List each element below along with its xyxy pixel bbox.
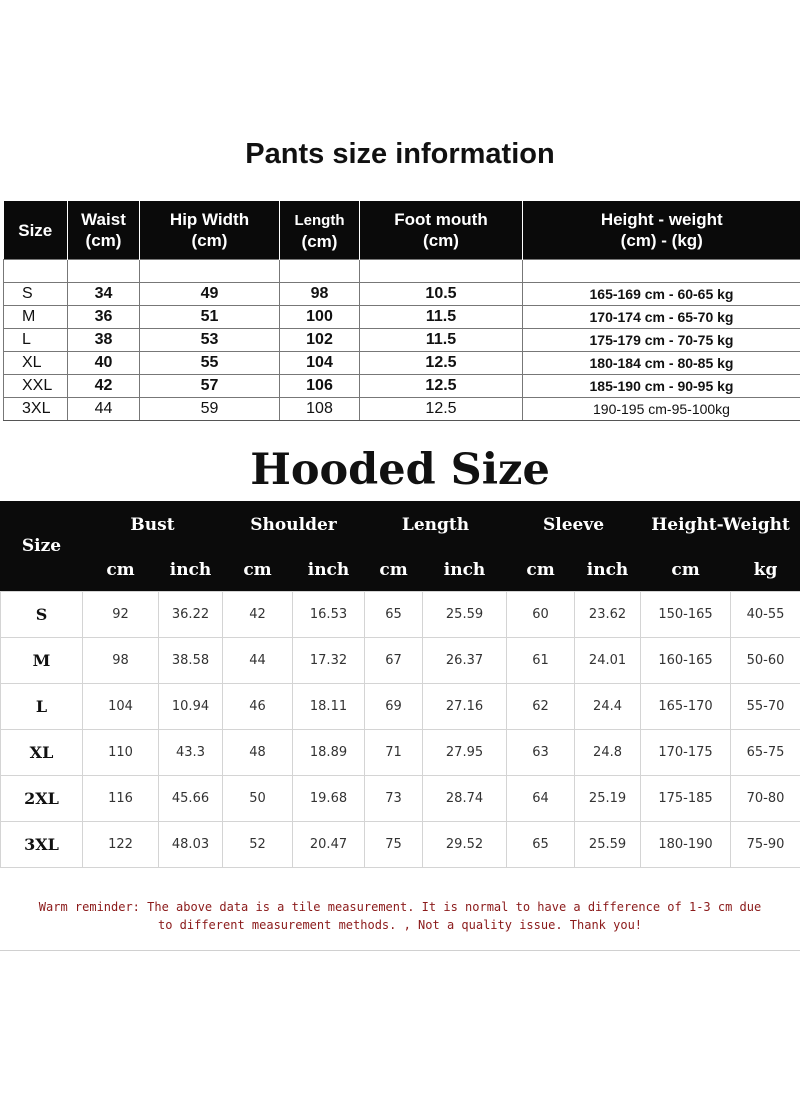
warm-reminder-line-2: to different measurement methods. , Not a quality issue. Thank you! xyxy=(157,918,643,932)
pants-header-size: Size xyxy=(4,201,68,260)
warm-reminder xyxy=(0,898,800,934)
pants-header-hip: Hip Width (cm) xyxy=(140,201,280,260)
table-row: XXL 42 57 106 12.5 185-190 cm - 90-95 kg xyxy=(4,375,800,398)
unit-cm: cm xyxy=(671,560,700,580)
table-row: 3XL 44 59 108 12.5 190-195 cm-95-100kg xyxy=(4,398,800,421)
table-row: XL 110 43.3 48 18.89 71 27.95 63 24.8 170-175 65-75 xyxy=(1,730,800,776)
unit-inch: inch xyxy=(307,560,350,580)
hooded-header-length: Length xyxy=(401,515,470,535)
table-row: L 104 10.94 46 18.11 69 27.16 62 24.4 165-170 55-70 xyxy=(1,684,800,730)
divider xyxy=(0,950,800,951)
table-row: XL 40 55 104 12.5 180-184 cm - 80-85 kg xyxy=(4,352,800,375)
unit-cm: cm xyxy=(379,560,408,580)
table-row: 2XL 116 45.66 50 19.68 73 28.74 64 25.19 175-185 70-80 xyxy=(1,776,800,822)
hooded-header-shoulder: Shoulder xyxy=(250,515,337,535)
table-row: 3XL 122 48.03 52 20.47 75 29.52 65 25.59 180-190 75-90 xyxy=(1,822,800,868)
table-row: L 38 53 102 11.5 175-179 cm - 70-75 kg xyxy=(4,329,800,352)
table-row: M 36 51 100 11.5 170-174 cm - 65-70 kg xyxy=(4,306,800,329)
pants-header-row xyxy=(4,201,800,260)
hooded-header-row-2 xyxy=(1,549,800,592)
hooded-header-bust: Bust xyxy=(130,515,175,535)
unit-inch: inch xyxy=(586,560,629,580)
unit-kg: kg xyxy=(753,560,778,580)
unit-inch: inch xyxy=(169,560,212,580)
pants-size-table xyxy=(3,201,800,421)
pants-empty-row xyxy=(4,260,800,283)
unit-cm: cm xyxy=(106,560,135,580)
unit-inch: inch xyxy=(443,560,486,580)
hooded-header-size: Size xyxy=(21,536,62,556)
pants-header-length: Length (cm) xyxy=(280,201,360,260)
table-row: M 98 38.58 44 17.32 67 26.37 61 24.01 160-165 50-60 xyxy=(1,638,800,684)
hooded-header-sleeve: Sleeve xyxy=(543,515,605,535)
hooded-size-table xyxy=(0,501,800,868)
hooded-title: Hooded Size xyxy=(250,445,550,495)
pants-header-foot: Foot mouth (cm) xyxy=(360,201,523,260)
pants-title: Pants size information xyxy=(245,138,555,170)
table-row: S 34 49 98 10.5 165-169 cm - 60-65 kg xyxy=(4,283,800,306)
pants-header-waist: Waist (cm) xyxy=(68,201,140,260)
unit-cm: cm xyxy=(243,560,272,580)
pants-header-height-weight: Height - weight (cm) - (kg) xyxy=(523,201,800,260)
warm-reminder-line-1: Warm reminder: The above data is a tile measurement. It is normal to have a difference of 1-3 cm due xyxy=(38,900,762,914)
hooded-header-row-1 xyxy=(1,501,800,549)
unit-cm: cm xyxy=(526,560,555,580)
hooded-header-height-weight: Height-Weight xyxy=(651,515,790,535)
table-row: S 92 36.22 42 16.53 65 25.59 60 23.62 150-165 40-55 xyxy=(1,592,800,638)
